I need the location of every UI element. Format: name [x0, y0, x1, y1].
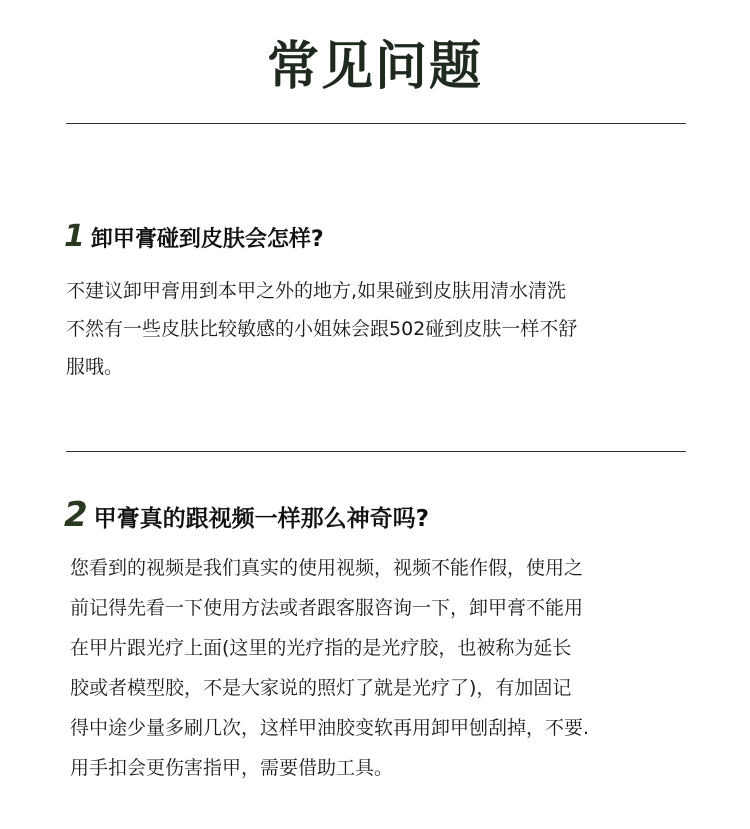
question-heading — [64, 495, 430, 535]
answer-text — [70, 548, 695, 788]
answer-line: 您看到的视频是我们真实的使用视频，视频不能作假，使用之 — [70, 557, 584, 579]
question-text: 卸甲膏碰到皮肤会怎样? — [90, 227, 324, 252]
middle-divider — [66, 451, 686, 452]
answer-line: 前记得先看一下使用方法或者跟客服咨询一下，卸甲膏不能用 — [70, 597, 584, 619]
answer-line: 在甲片跟光疗上面(这里的光疗指的是光疗胶，也被称为延长 — [70, 637, 572, 659]
answer-line: 不建议卸甲膏用到本甲之外的地方,如果碰到皮肤用清水清洗 — [66, 280, 567, 302]
question-heading — [64, 219, 324, 254]
answer-line: 不然有一些皮肤比较敏感的小姐妹会跟502碰到皮肤一样不舒 — [66, 318, 578, 340]
page-title: 常见问题 — [266, 37, 483, 97]
answer-line: 得中途少量多刷几次，这样甲油胶变软再用卸甲刨刮掉，不要. — [70, 717, 590, 739]
answer-line: 用手扣会更伤害指甲，需要借助工具。 — [70, 757, 394, 779]
question-text: 甲膏真的跟视频一样那么神奇吗? — [93, 506, 430, 532]
answer-line: 服哦。 — [66, 356, 124, 378]
question-number: 2 — [64, 495, 88, 535]
answer-text — [66, 272, 676, 386]
top-divider — [66, 123, 686, 124]
answer-line: 胶或者模型胶，不是大家说的照灯了就是光疗了)，有加固记 — [70, 677, 572, 699]
question-number: 1 — [64, 219, 85, 254]
